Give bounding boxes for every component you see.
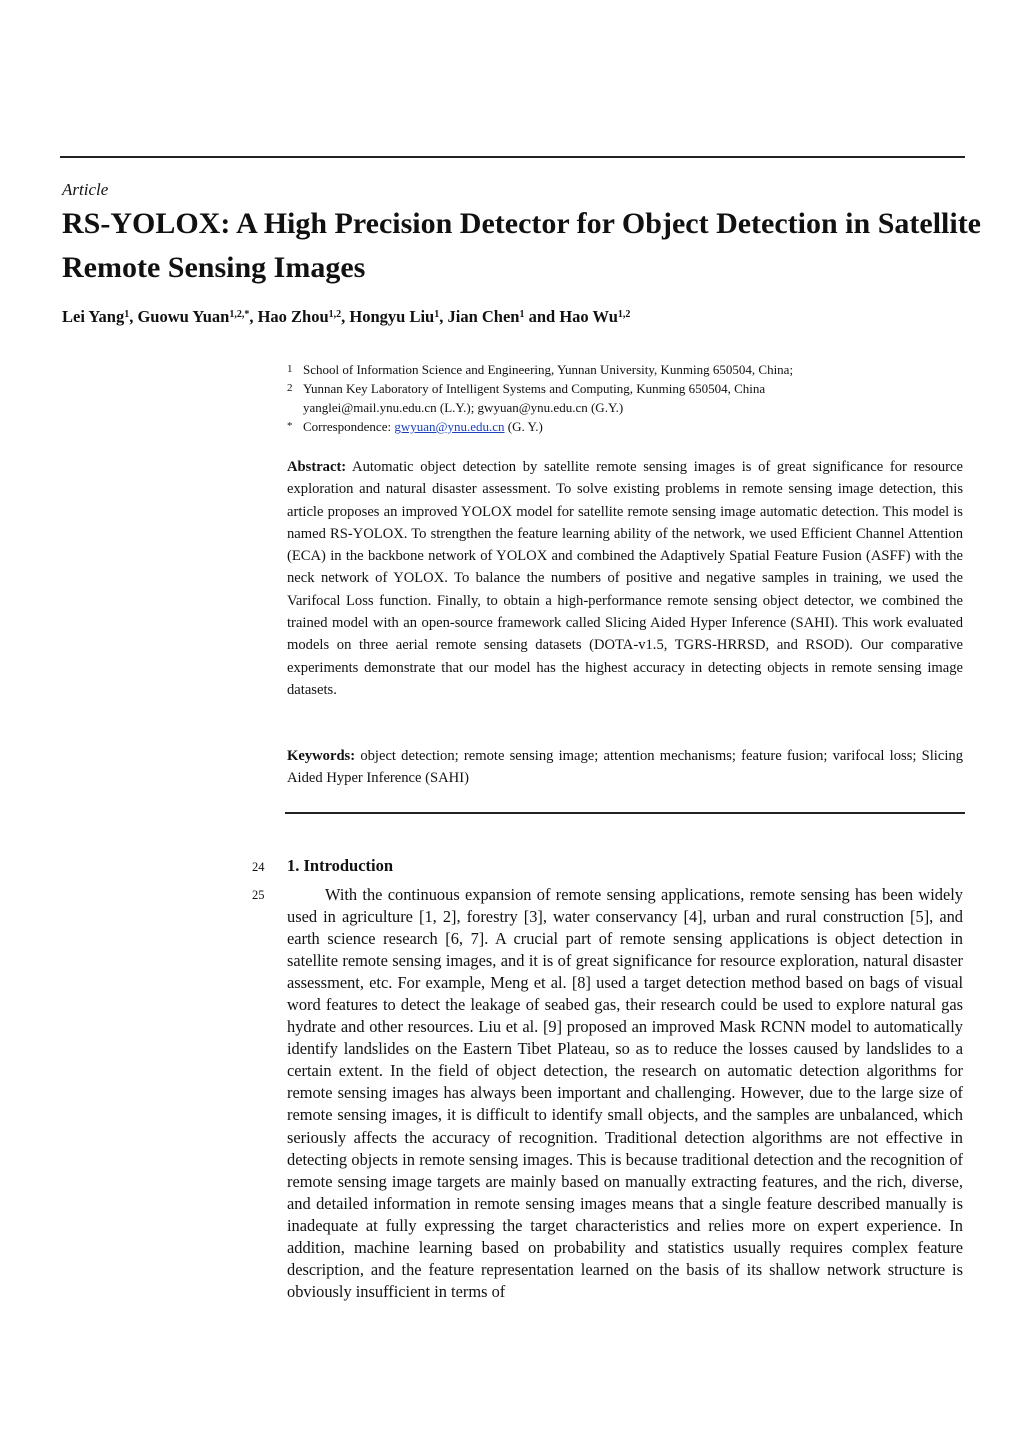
affiliation-item [287,398,967,417]
keywords-label: Keywords: [287,748,356,764]
author-sep: , [129,307,138,326]
author-sep: , [439,307,448,326]
correspondence-suffix: (G. Y.) [504,419,543,434]
author: Hao Zhou [257,307,329,326]
author-affil-mark: 1,2,* [229,309,250,320]
abstract [287,456,963,701]
correspondence-mark: * [287,420,293,432]
author: Guowu Yuan [137,307,230,326]
section-heading: 1. Introduction [287,856,394,875]
affiliation-mark: 2 [287,382,293,394]
author-affil-mark: 1,2 [328,309,342,320]
affiliation-text: Yunnan Key Laboratory of Intelligent Systems and Computing, Kunming 650504, China [303,381,766,396]
header-rule [60,156,965,158]
author: Lei Yang [62,307,125,326]
affiliation-text: School of Information Science and Engineering, Yunnan University, Kunming 650504, China; [303,362,794,377]
correspondence [287,417,967,436]
affiliation-emails: yanglei@mail.ynu.edu.cn (L.Y.); gwyuan@ynu.edu.cn (G.Y.) [303,400,624,415]
author-sep: and [524,307,560,326]
affiliation-mark [287,398,303,417]
correspondence-label: Correspondence: [303,419,395,434]
author-affil-mark: 1,2 [617,309,631,320]
line-number: 25 [252,888,265,902]
affiliation-mark: 1 [287,363,293,375]
abstract-text: Automatic object detection by satellite remote sensing images is of great significance for resource exploration and natural disaster assessment. To solve existing problems in remote sensing image detection, this article proposes an improved YOLOX model for satellite remote sensing image automatic detection. This model is named RS-YOLOX. To strengthen the feature learning ability of the network, we used Efficient Channel Attention (ECA) in the backbone network of YOLOX and combined the Adaptively Spatial Feature Fusion (ASFF) with the neck network of YOLOX. To balance the numbers of positive and negative samples in training, we used the Varifocal Loss function. Finally, to obtain a high-performance remote sensing object detector, we combined the trained model with an open-source framework called Slicing Aided Hyper Inference (SAHI). This work evaluated models on three aerial remote sensing datasets (DOTA-v1.5, TGRS-HRRSD, and RSOD). Our comparative experiments demonstrate that our model has the highest accuracy in detecting objects in remote sensing image datasets. [287,459,963,698]
author-list [62,307,630,327]
author-affil-mark: 1 [434,309,440,320]
affiliation-item [287,379,967,398]
keywords [287,745,963,790]
abstract-label: Abstract: [287,459,347,475]
author-sep: , [249,307,258,326]
keywords-text: object detection; remote sensing image; attention mechanisms; feature fusion; varifocal loss; Slicing Aided Hyper Inference (SAHI) [287,748,963,787]
affiliations [287,360,967,436]
author: Hongyu Liu [349,307,435,326]
correspondence-email-link[interactable]: gwyuan@ynu.edu.cn [394,419,505,434]
author-affil-mark: 1 [519,309,525,320]
correspondence-line [303,417,543,436]
author-sep: , [341,307,350,326]
keywords-rule [285,812,965,814]
intro-paragraph: With the continuous expansion of remote sensing applications, remote sensing has been widely used in agriculture [1, 2], forestry [3], water conservancy [4], urban and rural construction [5], and earth science research [6, 7]. A crucial part of remote sensing applications is object detection in satellite remote sensing images, and it is of great significance for resource exploration, natural disaster assessment, etc. For example, Meng et al. [8] used a target detection method based on bags of visual word features to detect the leakage of seabed gas, their research could be used to explore natural gas hydrate and other resources. Liu et al. [9] proposed an improved Mask RCNN model to automatically identify landslides on the Eastern Tibet Plateau, so as to reduce the losses caused by landslides to a certain extent. In the field of object detection, the research on automatic detection algorithms for remote sensing images has always been important and challenging. However, due to the large size of remote sensing images, it is difficult to identify small objects, and the samples are unbalanced, which seriously affects the accuracy of recognition. Traditional detection algorithms are not effective in detecting objects in remote sensing images. This is because traditional detection and the recognition of remote sensing image targets are mainly based on manually extracting features, and the rich, diverse, and detailed information in remote sensing images means that a single feature described manually is inadequate at fully expressing the target characteristics and relies more on expert experience. In addition, machine learning based on probability and statistics usually requires complex feature description, and the feature representation learned on the basis of its shallow network structure is obviously insufficient in terms of [287,885,963,1301]
line-number: 24 [252,860,265,874]
author-affil-mark: 1 [124,309,130,320]
author: Hao Wu [559,307,618,326]
paper-title: RS-YOLOX: A High Precision Detector for Object Detection in Satellite Remote Sensing Images [62,207,981,284]
author: Jian Chen [447,307,520,326]
article-type: Article [62,180,109,199]
affiliation-item [287,360,967,379]
